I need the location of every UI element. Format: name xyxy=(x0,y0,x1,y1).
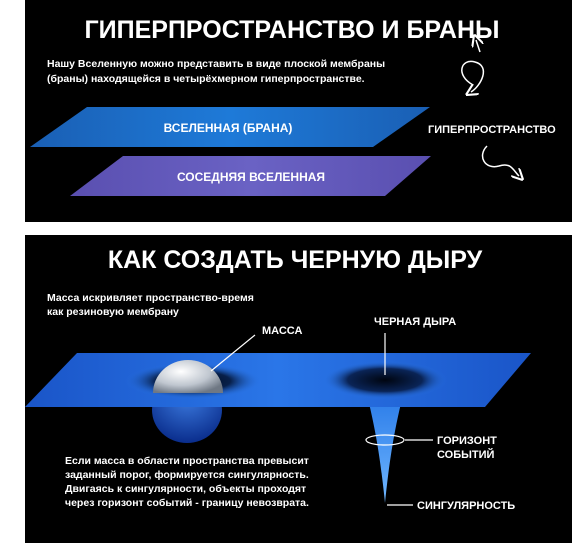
hyperspace-arrow-down-icon xyxy=(483,146,519,176)
caption-line-1: Масса искривляет пространство-время xyxy=(47,292,254,304)
universe-brane-label: ВСЕЛЕННАЯ (БРАНА) xyxy=(163,121,293,135)
caption-line-2: как резиновую мембрану xyxy=(47,306,179,318)
note-line-4: через горизонт событий - границу невозврата. xyxy=(65,497,309,509)
note-line-1: Если масса в области пространства превысит xyxy=(65,455,309,467)
spacetime-membrane xyxy=(25,353,531,407)
black-hole-diagram xyxy=(25,235,572,543)
event-horizon-label-line-2: СОБЫТИЙ xyxy=(437,449,495,461)
singularity-label: СИНГУЛЯРНОСТЬ xyxy=(417,500,516,512)
note-line-2: заданный порог, формируется сингулярность. xyxy=(65,469,309,481)
neighbor-universe-label: СОСЕДНЯЯ ВСЕЛЕННАЯ xyxy=(176,170,326,184)
hyperspace-diagram xyxy=(25,0,572,222)
black-hole-funnel xyxy=(367,395,403,503)
black-hole-panel xyxy=(25,235,572,543)
hyperspace-title: ГИПЕРПРОСТРАНСТВО И БРАНЫ xyxy=(84,16,500,44)
note-line-3: Двигаясь к сингулярности, объекты проходят xyxy=(65,483,307,495)
black-hole-label: ЧЕРНАЯ ДЫРА xyxy=(374,316,457,328)
hyperspace-panel xyxy=(25,0,572,222)
intro-text-line-1: Нашу Вселенную можно представить в виде плоской мембраны xyxy=(47,58,386,70)
event-horizon-label-line-1: ГОРИЗОНТ xyxy=(437,435,497,447)
hyperspace-label: ГИПЕРПРОСТРАНСТВО xyxy=(428,124,556,136)
black-hole-title: КАК СОЗДАТЬ ЧЕРНУЮ ДЫРУ xyxy=(107,246,483,274)
intro-text-line-2: (браны) находящейся в четырёхмерном гиперпространстве. xyxy=(47,73,365,85)
mass-label: МАССА xyxy=(262,325,303,337)
hyperspace-arrow-up-icon xyxy=(462,61,484,92)
